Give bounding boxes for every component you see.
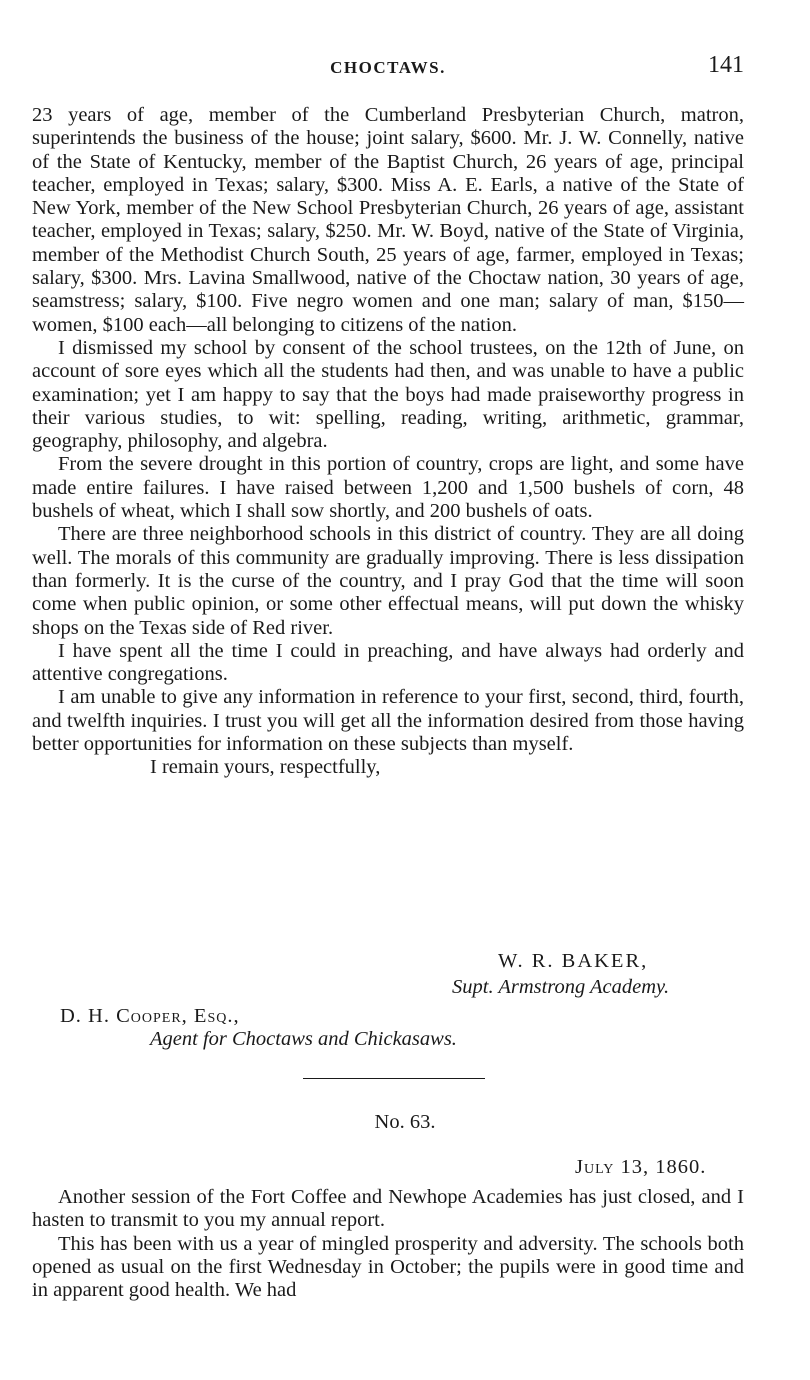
- addressee-title: Agent for Choctaws and Chickasaws.: [150, 1028, 457, 1050]
- report-body: [32, 1186, 744, 1302]
- letter-body: [32, 104, 744, 780]
- paragraph: From the severe drought in this portion of country, crops are light, and some have made entire failures. I have raised between 1,200 and 1,500 bushels of corn, 48 bushels of wheat, which I shall sow shortly, and 200 bushels of oats.: [32, 453, 744, 523]
- dateline: July 13, 1860.: [575, 1156, 707, 1178]
- page-number: 141: [708, 52, 744, 78]
- signature-title: Supt. Armstrong Academy.: [452, 976, 670, 998]
- paragraph: Another session of the Fort Coffee and Newhope Academies has just closed, and I hasten to transmit to you my annual report.: [32, 1186, 744, 1232]
- addressee-name: D. H. Cooper, Esq.,: [60, 1005, 240, 1027]
- running-head: [32, 52, 744, 86]
- paragraph: I dismissed my school by consent of the school trustees, on the 12th of June, on account of sore eyes which all the students had then, and was unable to have a public examination; yet I am happy to say that the boys had made praiseworthy progress in their various studies, to wit: spelling, reading, writing, arithmetic, grammar, geography, philosophy, and algebra.: [32, 336, 744, 453]
- paragraph: I am unable to give any information in reference to your first, second, third, fourth, and twelfth inquiries. I trust you will get all the information desired from those having better opportunities for information on these subjects than myself.: [32, 686, 744, 756]
- paragraph: I have spent all the time I could in preaching, and have always had orderly and attentive congregations.: [32, 639, 744, 686]
- closing-line: I remain yours, respectfully,: [150, 756, 381, 779]
- signature-name: W. R. BAKER,: [498, 950, 649, 972]
- paragraph: 23 years of age, member of the Cumberland Presbyterian Church, matron, superintends the business of the house; joint salary, $600. Mr. J. W. Connelly, native of the State of Kentucky, member of the Baptist Church, 26 years of age, principal teacher, employed in Texas; salary, $300. Miss A. E. Earls, a native of the State of New York, member of the New School Presbyterian Church, 26 years of age, assistant teacher, employed in Texas; salary, $250. Mr. W. Boyd, native of the State of Virginia, member of the Methodist Church South, 25 years of age, farmer, employed in Texas; salary, $300. Mrs. Lavina Smallwood, native of the Choctaw nation, 30 years of age, seamstress; salary, $100. Five negro women and one man; salary of man, $150—women, $100 each—all belonging to citizens of the nation.: [32, 104, 744, 336]
- section-divider: [303, 1078, 485, 1079]
- paragraph: There are three neighborhood schools in this district of country. They are all doing well. The morals of this community are gradually improving. There is less dissipation than formerly. It is the curse of the country, and I pray God that the time will soon come when public opinion, or some other effectual means, will put down the whisky shops on the Texas side of Red river.: [32, 523, 744, 639]
- paragraph: This has been with us a year of mingled prosperity and adversity. The schools both opened as usual on the first Wednesday in October; the pupils were in good time and in apparent good health. We had: [32, 1232, 744, 1302]
- page-title: CHOCTAWS.: [330, 58, 446, 77]
- document-number: No. 63.: [374, 1111, 436, 1133]
